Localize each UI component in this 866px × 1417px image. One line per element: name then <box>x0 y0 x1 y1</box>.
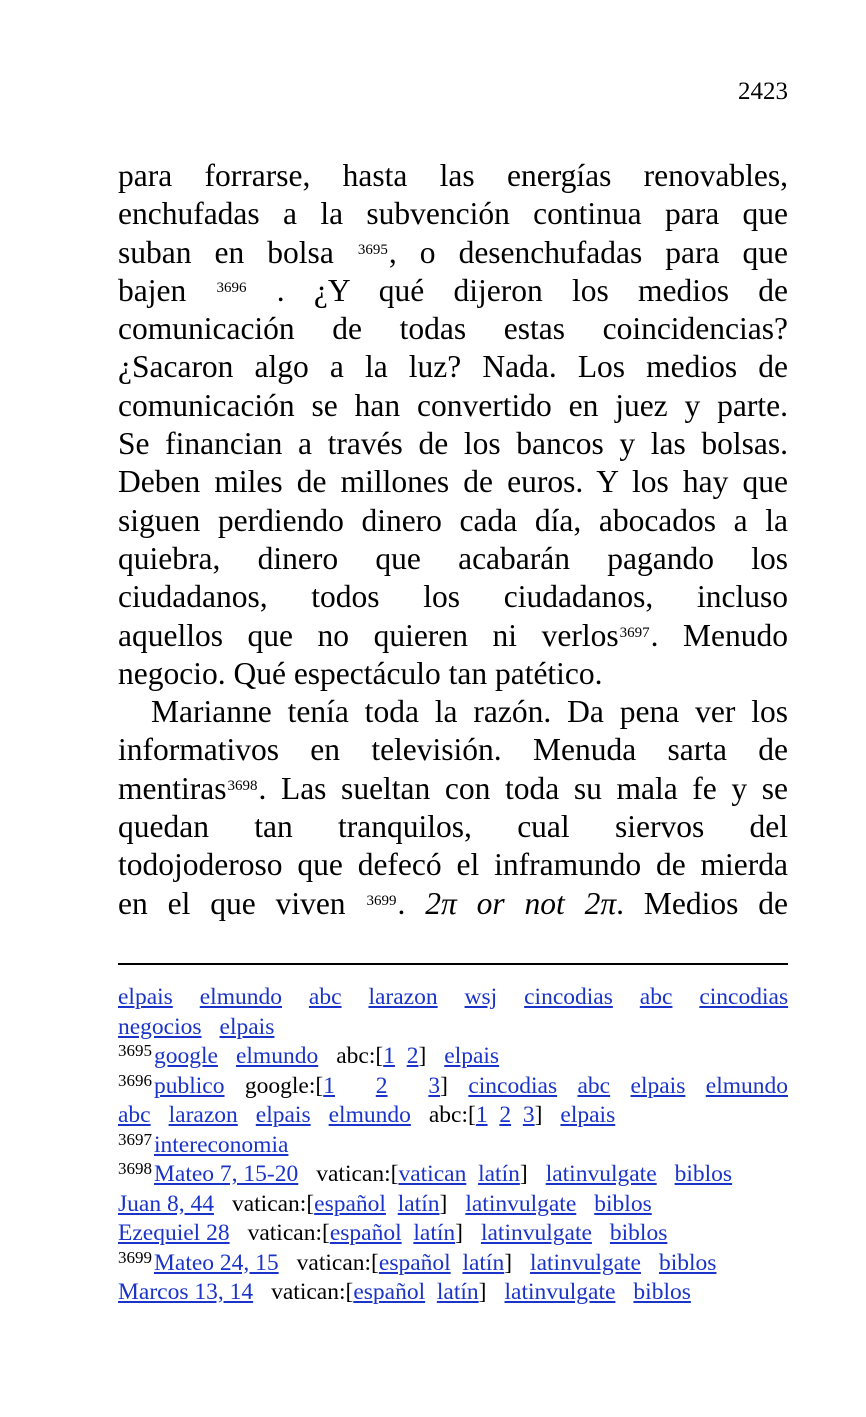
link-biblos[interactable]: biblos <box>609 1220 668 1246</box>
footnote-3696: $^{3696}$publico google:[1 2 3] cincodias abc elpais elmundo <box>118 1070 789 1099</box>
link-latinvulgate[interactable]: latinvulgate <box>504 1279 616 1305</box>
link-juan-8[interactable]: Juan 8, 44 <box>118 1190 214 1217</box>
link-biblos[interactable]: biblos <box>633 1279 691 1305</box>
footnote-3697 <box>118 1131 788 1161</box>
link-wsj[interactable]: wsj <box>464 984 498 1010</box>
footnote-number: 3695 <box>118 1041 152 1060</box>
link-abc-3[interactable]: 3 <box>522 1102 535 1128</box>
link-cincodias[interactable]: cincodias <box>524 984 613 1010</box>
text-line: enchufadas a la subvención continua para que <box>118 196 788 232</box>
footnote-3698: $^{3698}$Mateo 7, 15-20 vatican:[vatican latín] latinvulgate biblos <box>118 1159 733 1187</box>
link-abc[interactable]: abc <box>639 984 673 1010</box>
link-intereconomia[interactable]: intereconomia <box>154 1131 289 1158</box>
footnote-ref-3699: 3699 <box>366 892 397 909</box>
link-elmundo[interactable]: elmundo <box>328 1102 411 1128</box>
link-abc[interactable]: abc <box>577 1072 611 1099</box>
link-espanol[interactable]: español <box>378 1249 451 1276</box>
link-google[interactable]: google <box>154 1043 218 1069</box>
footnote-line: Marcos 13, 14 vatican:[español latín] latinvulgate biblos <box>118 1279 691 1305</box>
link-latinvulgate[interactable]: latinvulgate <box>530 1249 641 1276</box>
link-abc[interactable]: abc <box>118 1102 151 1128</box>
link-latinvulgate[interactable]: latinvulgate <box>480 1220 592 1246</box>
link-latinvulgate[interactable]: latinvulgate <box>465 1190 577 1217</box>
link-cincodias[interactable]: cincodias <box>468 1072 558 1099</box>
link-mateo-7[interactable]: Mateo 7, 15-20 <box>154 1161 299 1187</box>
link-elpais[interactable]: elpais <box>630 1072 686 1099</box>
link-abc-1[interactable]: 1 <box>383 1043 395 1069</box>
link-publico[interactable]: publico <box>154 1072 225 1099</box>
footnote-3695: $^{3695}$google elmundo abc:[1 2] elpais <box>118 1041 500 1069</box>
text-line: aquellos que no quieren ni verlos$^{3697}$. Menudo <box>118 617 788 653</box>
link-latin[interactable]: latín <box>413 1220 456 1246</box>
body-text <box>118 157 788 923</box>
text-line: para forrarse, hasta las energías renovables, <box>118 158 788 193</box>
link-elpais[interactable]: elpais <box>560 1102 616 1128</box>
link-latin[interactable]: latín <box>436 1279 479 1305</box>
text-line: comunicación de todas estas coincidencias? <box>118 311 788 347</box>
link-abc-2[interactable]: 2 <box>499 1102 512 1128</box>
italic-phrase: 2π or not 2π <box>425 885 617 921</box>
text-line: quiebra, dinero que acabarán pagando los <box>118 540 788 576</box>
text-line: Deben miles de millones de euros. Y los hay que <box>118 464 788 500</box>
link-google-1[interactable]: 1 <box>323 1072 335 1099</box>
text-line: negocio. Qué espectáculo tan patético. <box>118 655 603 691</box>
link-cincodias[interactable]: cincodias <box>699 984 789 1010</box>
text-line: ciudadanos, todos los ciudadanos, incluso <box>118 579 788 615</box>
footnote-line: abc larazon elpais elmundo abc:[1 2 3] elpais <box>118 1102 616 1128</box>
link-latinvulgate[interactable]: latinvulgate <box>545 1161 657 1187</box>
link-elpais[interactable]: elpais <box>118 984 173 1010</box>
link-abc[interactable]: abc <box>308 984 342 1010</box>
link-abc-1[interactable]: 1 <box>475 1102 488 1128</box>
text-line: en el que viven $^{3699}$. 2π or not 2π. Medios de <box>118 885 788 921</box>
link-latin[interactable]: latín <box>462 1249 505 1276</box>
link-marcos-13[interactable]: Marcos 13, 14 <box>118 1279 254 1305</box>
text-line: ¿Sacaron algo a la luz? Nada. Los medios de <box>118 349 788 385</box>
footnote-ref-3696: 3696 <box>216 279 247 296</box>
link-larazon[interactable]: larazon <box>168 1102 238 1128</box>
link-latin[interactable]: latín <box>397 1190 440 1217</box>
link-elpais[interactable]: elpais <box>444 1043 500 1069</box>
footnote-number: 3698 <box>118 1159 152 1178</box>
link-mateo-24[interactable]: Mateo 24, 15 <box>154 1249 279 1276</box>
footnote-line <box>118 983 788 1013</box>
footnote-3699: $^{3699}$Mateo 24, 15 vatican:[español latín] latinvulgate biblos <box>118 1247 717 1276</box>
link-elmundo[interactable]: elmundo <box>235 1043 319 1069</box>
footnote-ref-3697: 3697 <box>619 624 650 641</box>
link-espanol[interactable]: español <box>329 1220 402 1246</box>
text-line: bajen $^{3696}$ . ¿Y qué dijeron los medios de <box>118 272 789 308</box>
link-ezequiel-28[interactable]: Ezequiel 28 <box>118 1220 230 1246</box>
link-biblos[interactable]: biblos <box>658 1249 717 1276</box>
link-elmundo[interactable]: elmundo <box>705 1072 789 1099</box>
link-biblos[interactable]: biblos <box>594 1190 652 1217</box>
footnote-ref-3698: 3698 <box>227 777 258 794</box>
link-google-2[interactable]: 2 <box>375 1072 388 1099</box>
link-negocios[interactable]: negocios <box>118 1013 202 1040</box>
text-line: siguen perdiendo dinero cada día, abocados a la <box>118 502 788 538</box>
text-line: quedan tan tranquilos, cual siervos del <box>118 809 788 845</box>
link-larazon[interactable]: larazon <box>368 984 438 1010</box>
footnotes <box>118 983 788 1308</box>
link-google-3[interactable]: 3 <box>428 1072 441 1099</box>
link-latin[interactable]: latín <box>478 1161 520 1187</box>
footnote-divider <box>118 963 788 965</box>
link-elpais[interactable]: elpais <box>219 1013 275 1040</box>
text-line: suban en bolsa $^{3695}$, o desenchufadas para que <box>118 234 789 270</box>
text-line: comunicación se han convertido en juez y parte. <box>118 387 788 423</box>
page-number: 2423 <box>738 78 788 105</box>
text-line: Se financian a través de los bancos y las bolsas. <box>118 426 788 462</box>
text-line: Marianne tenía toda la razón. Da pena ver los <box>151 694 788 730</box>
link-espanol[interactable]: español <box>353 1279 426 1305</box>
footnote-line: Juan 8, 44 vatican:[español latín] latinvulgate biblos <box>118 1190 652 1217</box>
link-espanol[interactable]: español <box>314 1190 386 1217</box>
link-biblos[interactable]: biblos <box>674 1161 733 1187</box>
footnote-line: Ezequiel 28 vatican:[español latín] latinvulgate biblos <box>118 1220 668 1246</box>
link-elmundo[interactable]: elmundo <box>199 984 282 1010</box>
footnote-line <box>118 1013 788 1043</box>
text-line: informativos en televisión. Menuda sarta de <box>118 732 788 768</box>
footnote-ref-3695: 3695 <box>357 241 388 258</box>
footnote-number: 3697 <box>118 1129 152 1149</box>
link-abc-2[interactable]: 2 <box>406 1043 419 1069</box>
footnote-number: 3699 <box>118 1247 152 1267</box>
link-elpais[interactable]: elpais <box>255 1102 311 1128</box>
link-vatican[interactable]: vatican <box>398 1161 467 1187</box>
footnote-number: 3696 <box>118 1070 152 1090</box>
text-line: mentiras$^{3698}$. Las sueltan con toda su mala fe y se <box>118 770 788 806</box>
text-line: todojoderoso que defecó el inframundo de mierda <box>118 847 788 883</box>
